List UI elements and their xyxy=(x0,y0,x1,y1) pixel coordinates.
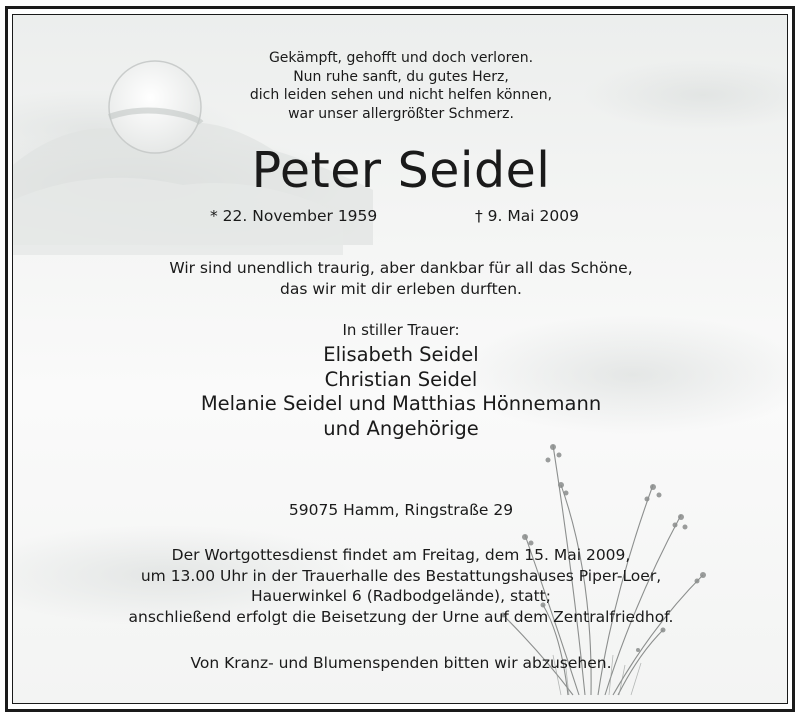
poem-line: war unser allergrößter Schmerz. xyxy=(288,105,514,122)
flowers-note: Von Kranz- und Blumenspenden bitten wir abzusehen. xyxy=(190,654,612,672)
poem-line: Nun ruhe sanft, du gutes Herz, xyxy=(293,68,509,85)
thanks-text xyxy=(13,258,788,299)
poem-line: Gekämpft, gehofft und doch verloren. xyxy=(268,50,534,66)
service-line: Der Wortgottesdienst findet am Freitag, dem 15. Mai 2009, xyxy=(171,546,631,564)
death-date: † 9. Mai 2009 xyxy=(475,207,579,225)
service-line: anschließend erfolgt die Beisetzung der Urne auf dem Zentralfriedhof. xyxy=(128,607,674,626)
deceased-name: Peter Seidel xyxy=(251,142,551,199)
mourner-name: und Angehörige xyxy=(323,416,479,440)
mourners-label: In stiller Trauer: xyxy=(342,321,460,339)
mourner-name: Elisabeth Seidel xyxy=(323,343,479,366)
service-line: Hauerwinkel 6 (Radbodgelände), statt; xyxy=(251,587,551,605)
poem xyxy=(13,49,788,123)
notice-panel xyxy=(12,14,788,704)
thanks-line: Wir sind unendlich traurig, aber dankbar für all das Schöne, xyxy=(169,259,633,277)
thanks-line: das wir mit dir erleben durften. xyxy=(280,279,522,298)
family-address: 59075 Hamm, Ringstraße 29 xyxy=(288,501,514,519)
service-line: um 13.00 Uhr in der Trauerhalle des Bestattungshauses Piper-Loer, xyxy=(140,566,662,585)
mourner-name: Melanie Seidel und Matthias Hönnemann xyxy=(200,392,602,415)
poem-line: dich leiden sehen und nicht helfen können, xyxy=(249,87,553,103)
mourner-name: Christian Seidel xyxy=(324,367,478,391)
service-info xyxy=(13,545,788,627)
mourners-list xyxy=(13,343,788,441)
birth-date: * 22. November 1959 xyxy=(210,207,378,225)
